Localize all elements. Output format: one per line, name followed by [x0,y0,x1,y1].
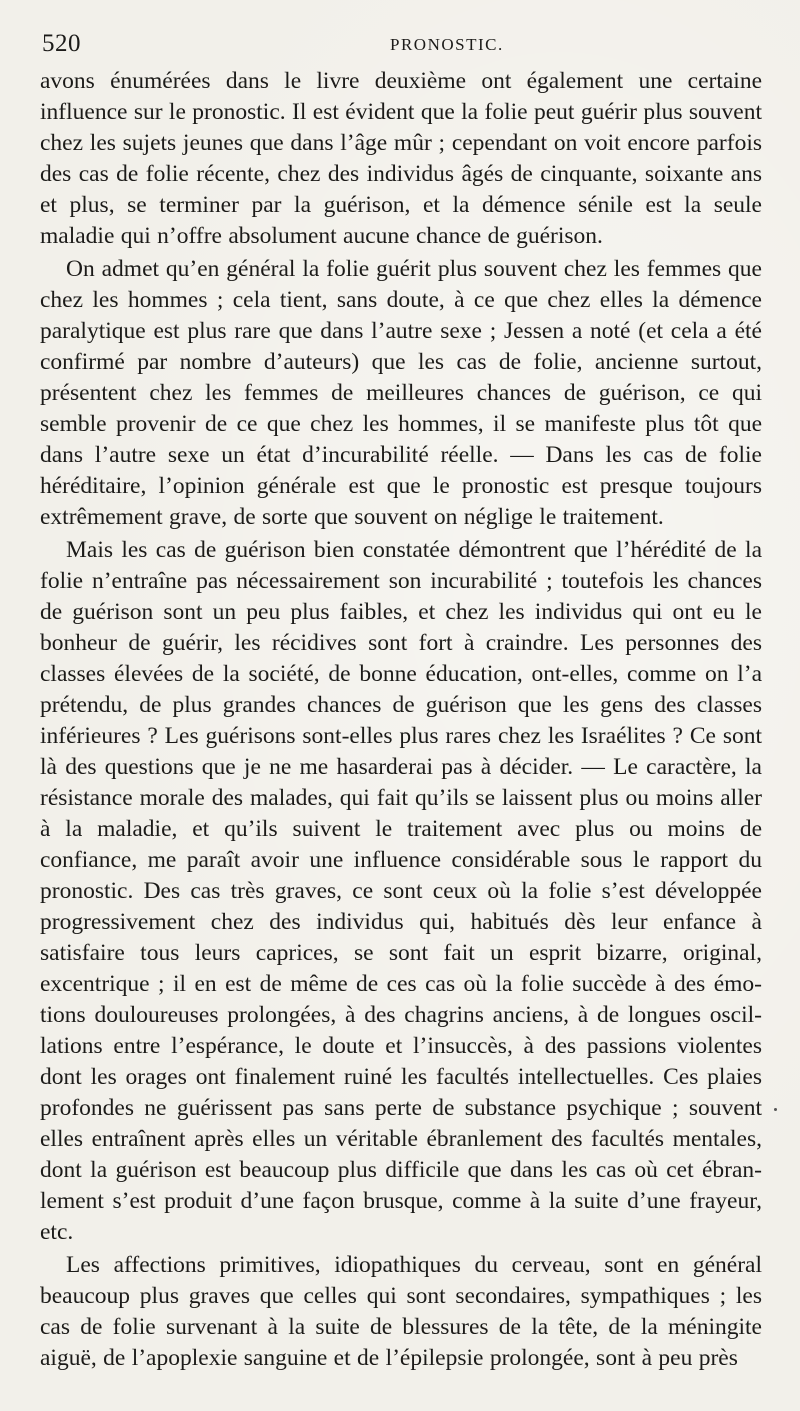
paragraph-4: Les affections primitives, idiopathiques du cerveau, sont en général beaucoup plus graves que celles qui sont secondaires, sympathiques ; les cas de folie survenant à la suite de blessures de la tête, de la méningite aiguë, de l’apoplexie sanguine et de l’épilepsie prolongée, sont à peu près [40,1252,762,1371]
paragraph-3: Mais les cas de guérison bien constatée démontrent que l’hérédité de la folie n’entraîne pas nécessairement son incurabilité ; toutefois les chances de guérison sont un peu plus faibles, et chez les individus qui ont eu le bonheur de guérir, les récidives sont fort à craindre. Les personnes des classes élevées de la société, de bonne éducation, ont-elles, comme on l’a prétendu, de plus grandes chances de guérison que les gens des classes inférieures ? Les guérisons sont-elles plus rares chez les Israélites ? Ce sont là des questions que je ne me hasarderai pas à décider. — Le caractère, la résistance morale des malades, qui fait qu’ils se laissent plus ou moins aller à la maladie, et qu’ils suivent le traitement avec plus ou moins de confiance, me paraît avoir une influence considérable sous le rapport du pronostic. Des cas très graves, ce sont ceux où la folie s’est développée progressivement chez des individus qui, habitués dès leur enfance à satisfaire tous leurs caprices, se sont fait un esprit bizarre, original, excentrique ; il en est de même de ces cas où la folie succède à des émotions douloureuses prolongées, à des chagrins anciens, à de longues oscillations entre l’espérance, le doute et l’insuccès, à des passions violentes dont les orages ont finalement ruiné les facultés intellectuelles. Ces plaies profondes ne guérissent pas sans perte de substance psychique ; souvent elles entraînent après elles un véritable ébranlement des facultés mentales, dont la guérison est beaucoup plus difficile que dans les cas où cet ébranlement s’est produit d’une façon brusque, comme à la suite d’une frayeur, etc. [40,537,762,1245]
running-head: PRONOSTIC. [390,35,504,54]
paragraph-1: avons énumérées dans le livre deuxième ont également une certaine influence sur le pronostic. Il est évident que la folie peut guérir plus souvent chez les sujets jeunes que dans l’âge mûr ; cependant on voit encore parfois des cas de folie récente, chez des individus âgés de cinquante, soixante ans et plus, se terminer par la guérison, et la démence sénile est la seule maladie qui n’offre absolument aucune chance de guérison. [40,68,762,249]
page-header [40,26,762,66]
page-number: 520 [42,30,81,57]
ink-speck [774,1108,777,1111]
paragraph-2: On admet qu’en général la folie guérit plus souvent chez les femmes que chez les hommes ; cela tient, sans doute, à ce que chez elles la démence paralytique est plus rare que dans l’autre sexe ; Jessen a noté (et cela a été confirmé par nombre d’auteurs) que les cas de folie, ancienne surtout, présentent chez les femmes de meilleures chances de guérison, ce qui semble provenir de ce que chez les hommes, il se manifeste plus tôt que dans l’autre sexe un état d’incurabilité réelle. — Dans les cas de folie héréditaire, l’opinion générale est que le pronostic est presque toujours extrêmement grave, de sorte que souvent on néglige le traitement. [40,256,762,530]
body-text [40,66,762,1374]
